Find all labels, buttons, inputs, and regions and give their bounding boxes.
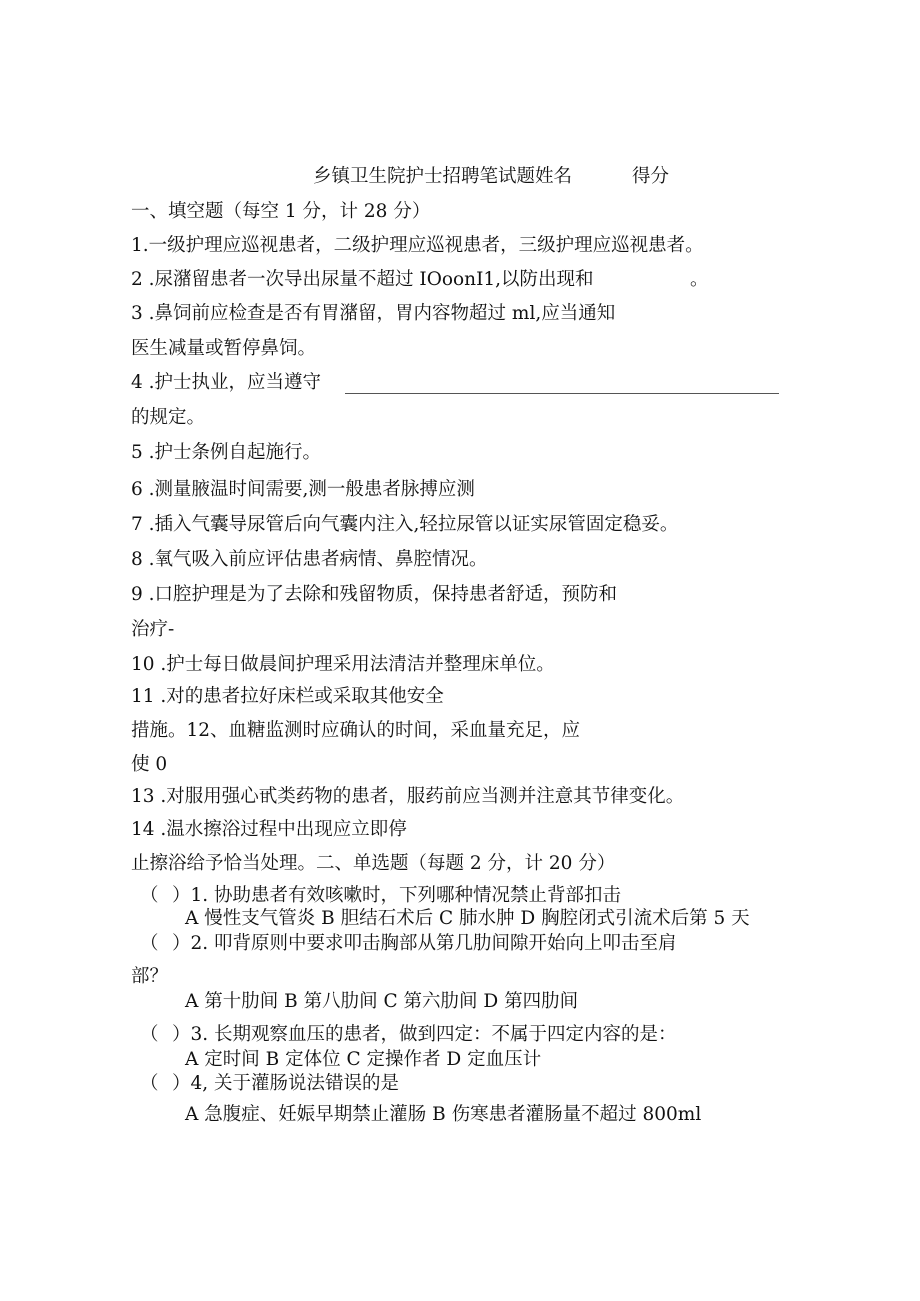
question-4-cont: 的规定。: [131, 407, 206, 428]
choice-options-1: A 慢性支气管炎 B 胆结石术后 C 肺水肿 D 胸腔闭式引流术后第 5 天: [185, 908, 750, 929]
answer-paren: （: [140, 933, 159, 954]
answer-paren: （: [140, 1024, 159, 1045]
question-8: 8 .氧气吸入前应评估患者病情、鼻腔情况。: [131, 549, 488, 570]
question-9-cont: 治疗-: [131, 619, 175, 640]
question-12: 措施。12、血糖监测时应确认的时间，采血量充足，应: [131, 720, 581, 741]
question-5: 5 .护士条例自起施行。: [131, 442, 322, 463]
question-4: 4 .护士执业，应当遵守: [131, 372, 322, 393]
answer-paren: （: [140, 1073, 159, 1094]
question-14: 14 .温水擦浴过程中出现应立即停: [131, 819, 407, 840]
document-title: 乡镇卫生院护士招聘笔试题姓名: [313, 166, 573, 187]
choice-options-2: A 第十肋间 B 第八肋间 C 第六肋间 D 第四肋间: [185, 991, 579, 1012]
question-10: 10 .护士每日做晨间护理采用法清洁并整理床单位。: [131, 654, 555, 675]
question-9: 9 .口腔护理是为了去除和残留物质，保持患者舒适，预防和: [131, 584, 618, 605]
question-11: 11 .对的患者拉好床栏或采取其他安全: [131, 686, 444, 707]
choice-question-2-cont: 部？: [131, 966, 169, 987]
choice-question-3: ）3. 长期观察血压的患者，做到四定：不属于四定内容的是：: [172, 1024, 677, 1045]
question-3: 3 .鼻饲前应检查是否有胃潴留，胃内容物超过 ml,应当通知: [131, 303, 616, 324]
section-single-choice-heading: 止擦浴给予恰当处理。二、单选题（每题 2 分，计 20 分）: [131, 853, 616, 874]
question-13: 13 .对服用强心甙类药物的患者，服药前应当测并注意其节律变化。: [131, 786, 685, 807]
answer-paren: （: [140, 885, 159, 906]
question-7: 7 .插入气囊导尿管后向气囊内注入,轻拉尿管以证实尿管固定稳妥。: [131, 514, 679, 535]
choice-options-3: A 定时间 B 定体位 C 定操作者 D 定血压计: [185, 1049, 542, 1070]
choice-options-4: A 急腹症、妊娠早期禁止灌肠 B 伤寒患者灌肠量不超过 800ml: [185, 1104, 702, 1125]
answer-blank-line: [345, 393, 779, 394]
question-2: 2 .尿潴留患者一次导出尿量不超过 IOoonI1,以防出现和: [131, 269, 594, 290]
choice-question-1: ）1. 协助患者有效咳嗽时，下列哪种情况禁止背部扣击: [172, 885, 622, 906]
score-label: 得分: [632, 166, 670, 187]
choice-question-4: ）4, 关于灌肠说法错误的是: [172, 1073, 400, 1094]
question-2-end: 。: [690, 269, 709, 290]
question-6: 6 .测量腋温时间需要,测一般患者脉搏应测: [131, 479, 475, 500]
question-3-cont: 医生减量或暂停鼻饲。: [131, 338, 317, 359]
choice-question-2: ）2. 叩背原则中要求叩击胸部从第几肋间隙开始向上叩击至肩: [172, 933, 677, 954]
section-fill-blank-heading: 一、填空题（每空 1 分，计 28 分）: [131, 201, 431, 222]
question-12-cont: 使 0: [131, 754, 168, 775]
question-1: 1.一级护理应巡视患者，二级护理应巡视患者，三级护理应巡视患者。: [131, 235, 704, 256]
